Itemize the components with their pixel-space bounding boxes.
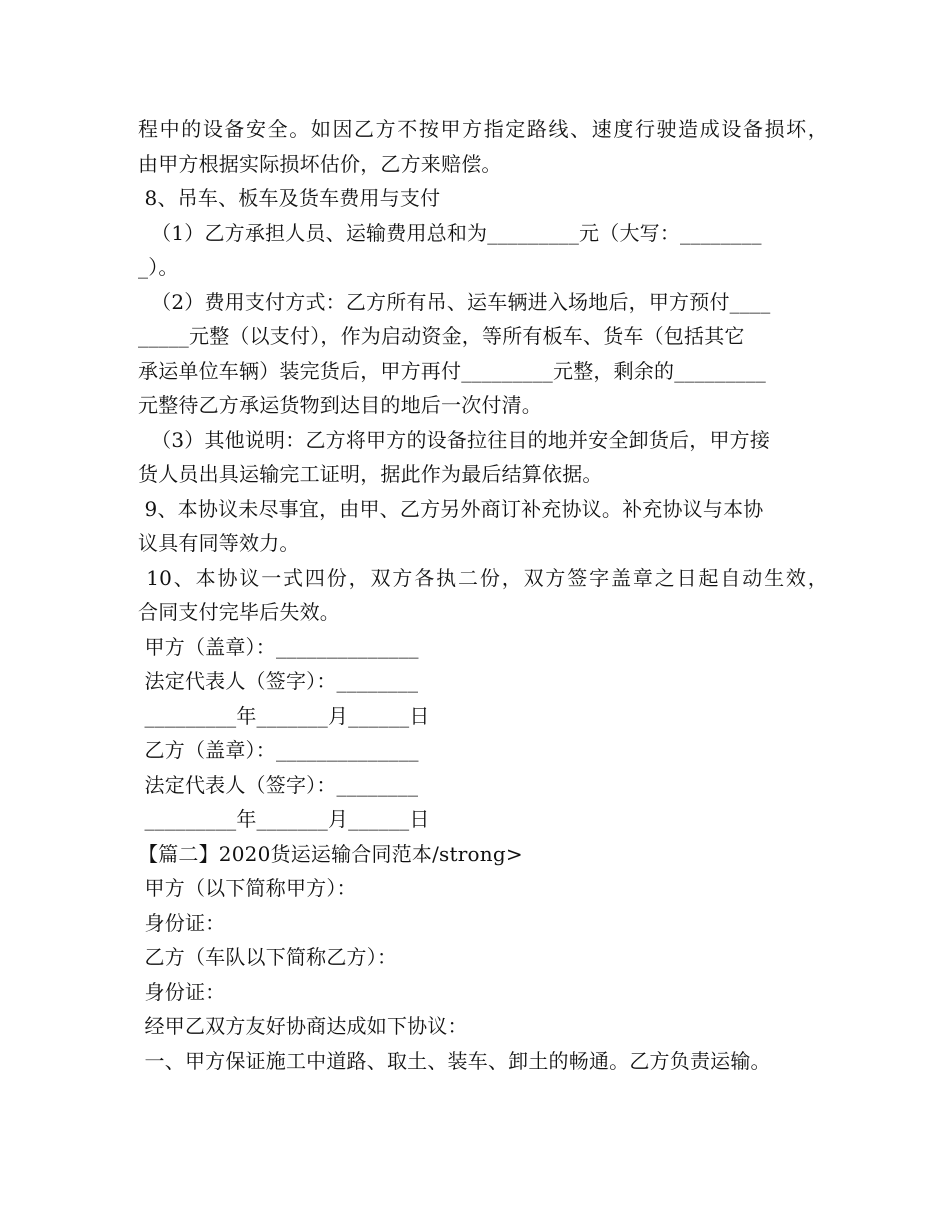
text-line: _____元整（以支付），作为启动资金，等所有板车、货车（包括其它 xyxy=(138,324,745,348)
text-line: 身份证： xyxy=(138,979,226,1004)
signature-line-representative: 法定代表人（签字）：________ xyxy=(138,669,419,693)
text-line: 合同支付完毕后失效。 xyxy=(138,600,340,624)
text-line: 承运单位车辆）装完货后，甲方再付_________元整，剩余的_________ xyxy=(138,358,766,383)
clause-heading: 9、本协议未尽事宜，由甲、乙方另外商订补充协议。补充协议与本协 xyxy=(138,496,764,521)
text-line: （1）乙方承担人员、运输费用总和为_________元（大写：________ xyxy=(138,220,762,245)
text-line: 一、甲方保证施工中道路、取土、装车、卸土的畅通。乙方负责运输。 xyxy=(138,1048,771,1073)
signature-line-party-a: 甲方（盖章）：______________ xyxy=(138,634,419,659)
text-line: 乙方（车队以下简称乙方）： xyxy=(138,945,398,969)
clause-heading: 8、吊车、板车及货车费用与支付 xyxy=(138,186,441,210)
text-line: 由甲方根据实际损坏估价，乙方来赔偿。 xyxy=(138,151,502,176)
text-line: 经甲乙双方友好协商达成如下协议： xyxy=(138,1014,468,1038)
section-title: 【篇二】2020货运运输合同范本/strong> xyxy=(138,841,523,866)
text-line: _）。 xyxy=(138,255,179,279)
text-line: 元整待乙方承运货物到达目的地后一次付清。 xyxy=(138,393,542,417)
signature-line-party-b: 乙方（盖章）：______________ xyxy=(138,738,419,762)
text-line: （3）其他说明：乙方将甲方的设备拉往目的地并安全卸货后，甲方接 xyxy=(138,427,771,452)
text-line: 程中的设备安全。如因乙方不按甲方指定路线、速度行驶造成设备损坏， xyxy=(138,117,828,141)
text-line: 甲方（以下简称甲方）： xyxy=(138,876,357,900)
text-line: 身份证： xyxy=(138,910,226,935)
text-line: （2）费用支付方式：乙方所有吊、运车辆进入场地后，甲方预付____ xyxy=(138,289,771,314)
signature-line-representative: 法定代表人（签字）：________ xyxy=(138,772,419,797)
text-line: 议具有同等效力。 xyxy=(138,531,300,555)
document-body xyxy=(138,112,828,1078)
text-line: 货人员出具运输完工证明，据此作为最后结算依据。 xyxy=(138,462,603,486)
date-line: _________年_______月______日 xyxy=(138,703,430,728)
date-line: _________年_______月______日 xyxy=(138,807,430,831)
clause-heading: 10、本协议一式四份，双方各执二份，双方签字盖章之日起自动生效， xyxy=(138,565,828,590)
